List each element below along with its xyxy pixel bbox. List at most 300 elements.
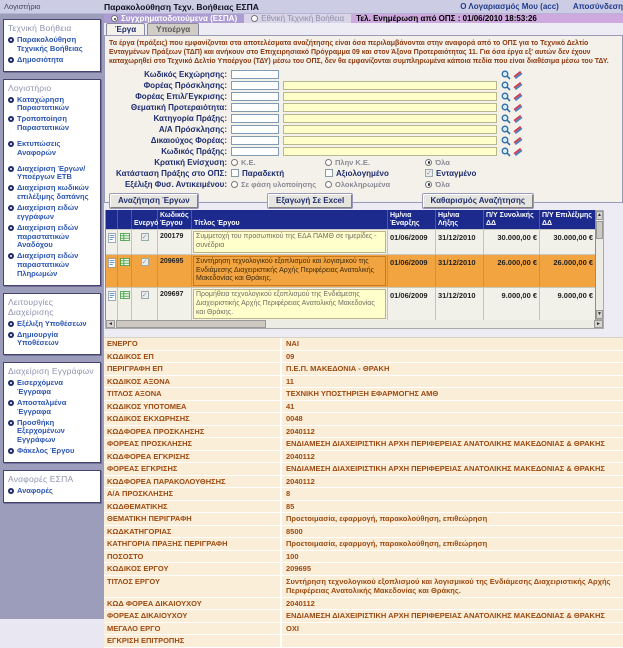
v-scroll-track xyxy=(596,240,603,310)
radio-button[interactable] xyxy=(325,159,332,166)
end-date-cell: 31/12/2010 xyxy=(436,255,484,287)
start-date-cell: 01/06/2009 xyxy=(388,255,436,287)
detail-label: ΚΩΔΙΚΟΣ ΕΠ xyxy=(104,351,282,363)
option-row xyxy=(109,158,618,167)
option xyxy=(231,169,321,178)
layout xyxy=(0,14,623,646)
search-options xyxy=(109,158,618,189)
sidebar-item[interactable] xyxy=(8,252,98,279)
bullet-icon xyxy=(8,225,14,231)
sidebar-item[interactable] xyxy=(8,96,98,114)
sidebar-item[interactable] xyxy=(8,115,98,133)
detail-value: Συντήρηση τεχνολογικού εξοπλισμού και λογισμικού της Ενδιάμεσης Διαχειριστικής Αρχής Περιφέρειας Ανατολικής Μακεδονίας και Θράκης. xyxy=(286,576,611,596)
description-input[interactable] xyxy=(283,103,497,112)
active-cell xyxy=(132,288,158,320)
detail-label: ΤΙΤΛΟΣ ΕΡΓΟΥ xyxy=(104,576,282,597)
total-budget-cell: 26.000,00 € xyxy=(484,255,540,287)
eraser-icon[interactable] xyxy=(513,70,523,80)
scroll-right-icon[interactable]: ► xyxy=(594,320,603,328)
project-title-text: Προμήθεια τεχνολογικού εξοπλισμού της Ενδιάμεσης Διαχειριστικής Αρχής Περιφέρειας Ανατολικής Μακεδονίας και Θράκης. xyxy=(193,289,386,319)
sidebar-section xyxy=(3,362,101,463)
detail-value: ΕΝΔΙΑΜΕΣΗ ΔΙΑΧΕΙΡΙΣΤΙΚΗ ΑΡΧΗ ΠΕΡΙΦΕΡΕΙΑΣ ΑΝΑΤΟΛΙΚΗΣ ΜΑΚΕΔΟΝΙΑΣ & ΘΡΑΚΗΣ xyxy=(286,611,605,621)
detail-label: ΦΟΡΕΑΣ ΔΙΚΑΙΟΥΧΟΥ xyxy=(104,610,282,622)
eraser-icon[interactable] xyxy=(513,92,523,102)
sidebar-item-label: Αποσταλμένα Έγγραφα xyxy=(17,397,67,416)
detail-row xyxy=(104,623,623,636)
table-header xyxy=(106,210,595,229)
field-label: Α/Α Πρόσκλησης: xyxy=(158,125,227,135)
option-label: Σε φάση υλοποίησης xyxy=(241,179,317,189)
detail-row xyxy=(104,413,623,426)
h-scroll-thumb[interactable] xyxy=(116,320,266,328)
field-row xyxy=(109,92,618,102)
eraser-icon[interactable] xyxy=(513,103,523,113)
details-list xyxy=(104,337,623,648)
detail-value: Προετοιμασία, εφαρμογή, παρακολούθηση, επιθεώρηση xyxy=(286,539,488,549)
detail-value: 41 xyxy=(286,401,295,411)
detail-row xyxy=(104,463,623,476)
sidebar xyxy=(0,14,104,619)
sidebar-item-label: Προσθήκη Εξερχομένων Εγγράφων xyxy=(17,417,65,445)
search-icon[interactable] xyxy=(501,92,511,102)
detail-label: Α/Α ΠΡΟΣΚΛΗΣΗΣ xyxy=(104,488,282,500)
detail-label: ΘΕΜΑΤΙΚΗ ΠΕΡΙΓΡΑΦΗ xyxy=(104,513,282,525)
detail-label: ΚΩΔΙΚΟΣ ΑΞΟΝΑ xyxy=(104,376,282,388)
option xyxy=(325,158,421,167)
eligible-budget-cell: 26.000,00 € xyxy=(540,255,596,287)
detail-value: 09 xyxy=(286,351,295,361)
search-icon[interactable] xyxy=(501,125,511,135)
sidebar-section xyxy=(3,79,101,286)
scroll-left-icon[interactable]: ◄ xyxy=(106,320,115,328)
option-label: Ολοκληρωμένα xyxy=(335,179,391,189)
eligible-budget-cell: 30.000,00 € xyxy=(540,230,596,254)
sidebar-group xyxy=(8,487,98,496)
detail-value: Προετοιμασία, εφαρμογή, παρακολούθηση, επιθεώρηση xyxy=(286,514,488,524)
column-header: Ημ/νια Λήξης xyxy=(436,210,484,229)
page-title: Παρακολούθηση Τεχν. Βοήθειας ΕΣΠΑ xyxy=(104,1,259,12)
bullet-icon xyxy=(8,400,14,406)
detail-row xyxy=(104,476,623,489)
column-header: Π/Υ Συνολικής ΔΔ xyxy=(484,210,540,229)
detail-value: 0048 xyxy=(286,414,303,424)
eligible-budget-cell: 9.000,00 € xyxy=(540,288,596,320)
end-date-cell: 31/12/2010 xyxy=(436,230,484,254)
active-checkbox[interactable] xyxy=(141,258,149,266)
project-title-cell xyxy=(192,255,388,287)
project-title-cell xyxy=(192,230,388,254)
detail-label: ΚΩΔΦΟΡΕΑ ΠΑΡΑΚΟΛΟΥΘΗΣΗΣ xyxy=(104,476,282,488)
logout-link[interactable]: Αποσύνδεση xyxy=(572,2,623,11)
detail-value: 8 xyxy=(286,489,291,499)
radio-unselected-icon xyxy=(251,15,258,22)
search-icon[interactable] xyxy=(501,136,511,146)
radio-selected-icon xyxy=(111,15,118,22)
detail-row xyxy=(104,488,623,501)
option-row-label: Κρατική Ενίσχυση: xyxy=(154,157,227,167)
top-bar xyxy=(0,0,623,14)
option-row xyxy=(109,180,618,189)
row-preview-icon[interactable] xyxy=(106,230,118,254)
option-label: Παραδεκτή xyxy=(242,168,285,178)
option xyxy=(425,158,618,167)
detail-row xyxy=(104,538,623,551)
mode-option-national[interactable] xyxy=(244,14,351,23)
detail-row xyxy=(104,351,623,364)
detail-row xyxy=(104,401,623,414)
sidebar-item-label: Αναφορές xyxy=(17,486,53,495)
sidebar-item[interactable] xyxy=(8,379,98,397)
search-fields xyxy=(109,70,618,157)
detail-value: ΟΧΙ xyxy=(286,623,299,633)
column-header xyxy=(106,210,118,229)
eraser-icon[interactable] xyxy=(513,114,523,124)
sidebar-item[interactable] xyxy=(8,399,98,417)
sidebar-item-label: Καταχώρηση Παραστατικών xyxy=(17,94,70,113)
column-header: Ημ/νια Έναρξης xyxy=(388,210,436,229)
total-budget-cell: 30.000,00 € xyxy=(484,230,540,254)
option-label: Ενταγμένο xyxy=(436,168,477,178)
v-scroll-thumb[interactable] xyxy=(596,221,603,239)
sidebar-item[interactable] xyxy=(8,419,98,446)
radio-button[interactable] xyxy=(231,181,238,188)
active-cell xyxy=(132,230,158,254)
detail-row xyxy=(104,451,623,464)
detail-value: 85 xyxy=(286,501,295,511)
bullet-icon xyxy=(8,37,14,43)
search-icon[interactable] xyxy=(501,70,511,80)
bullet-icon xyxy=(8,332,14,338)
detail-label: ΤΙΤΛΟΣ ΑΞΟΝΑ xyxy=(104,388,282,400)
detail-label: ΦΟΡΕΑΣ ΠΡΟΣΚΛΗΣΗΣ xyxy=(104,438,282,450)
table-row[interactable] xyxy=(106,229,595,254)
export-excel-button[interactable]: Εξαγωγή Σε Excel xyxy=(268,194,352,208)
detail-row xyxy=(104,376,623,389)
search-icon[interactable] xyxy=(501,114,511,124)
option xyxy=(231,180,321,189)
sidebar-item-label: Τροποποίηση Παραστατικών xyxy=(17,114,70,133)
form-buttons xyxy=(109,194,533,208)
sidebar-group xyxy=(8,320,98,349)
field-icons xyxy=(501,103,618,113)
row-details-icon[interactable] xyxy=(118,288,132,320)
sidebar-section-title: Λογιστήριο xyxy=(8,82,52,93)
tab-erga[interactable]: Έργα xyxy=(106,23,145,35)
code-input[interactable] xyxy=(231,147,279,156)
field-icons xyxy=(501,147,618,157)
bullet-icon xyxy=(8,380,14,386)
option-label: Αξιολογημένο xyxy=(336,168,389,178)
checkbox[interactable] xyxy=(231,169,239,177)
active-cell xyxy=(132,255,158,287)
detail-value: ΕΝΔΙΑΜΕΣΗ ΔΙΑΧΕΙΡΙΣΤΙΚΗ ΑΡΧΗ ΠΕΡΙΦΕΡΕΙΑΣ ΑΝΑΤΟΛΙΚΗΣ ΜΑΚΕΔΟΝΙΑΣ & ΘΡΑΚΗΣ xyxy=(286,464,605,474)
code-input[interactable] xyxy=(231,81,279,90)
detail-label: ΜΕΓΑΛΟ ΕΡΓΟ xyxy=(104,623,282,635)
sidebar-section xyxy=(3,293,101,356)
detail-label: ΦΟΡΕΑΣ ΕΓΚΡΙΣΗΣ xyxy=(104,463,282,475)
description-input[interactable] xyxy=(283,147,497,156)
field-icons xyxy=(501,81,618,91)
sidebar-group xyxy=(8,379,98,456)
detail-row xyxy=(104,426,623,439)
description-input[interactable] xyxy=(283,136,497,145)
results-table xyxy=(105,210,623,320)
detail-label: ΕΓΚΡΙΣΗ ΕΠΙΤΡΟΠΗΣ xyxy=(104,635,282,647)
code-input[interactable] xyxy=(231,103,279,112)
sidebar-group xyxy=(8,96,98,133)
sidebar-group xyxy=(8,140,98,158)
option-label: Όλα xyxy=(435,179,450,189)
detail-row xyxy=(104,438,623,451)
v-scrollbar[interactable] xyxy=(595,210,604,320)
sidebar-group xyxy=(8,36,98,65)
sidebar-item[interactable] xyxy=(8,36,98,54)
detail-value: 209695 xyxy=(286,564,312,574)
radio-button[interactable] xyxy=(425,159,432,166)
field-label: Δικαιούχος Φορέας: xyxy=(150,136,227,146)
checkbox[interactable] xyxy=(425,169,433,177)
detail-value: 8500 xyxy=(286,526,303,536)
option xyxy=(425,180,618,189)
bullet-icon xyxy=(8,57,14,63)
column-header: Τίτλος Έργου xyxy=(192,210,388,229)
description-input[interactable] xyxy=(283,81,497,90)
bullet-icon xyxy=(8,185,14,191)
detail-label: ΠΟΣΟΣΤΟ xyxy=(104,551,282,563)
description-input[interactable] xyxy=(283,114,497,123)
sidebar-item-label: Παρακολούθηση Τεχνικής Βοήθειας xyxy=(17,35,83,53)
row-details-icon[interactable] xyxy=(118,255,132,287)
row-details-icon[interactable] xyxy=(118,230,132,254)
active-checkbox[interactable] xyxy=(141,291,149,299)
detail-row xyxy=(104,635,623,648)
app-context-label: Λογιστήριο xyxy=(4,2,41,11)
project-title-text: Συμμετοχή του προσωπικού της ΕΔΑ ΠΑΜΘ σε ημερίδες - συνέδρια xyxy=(193,231,386,253)
field-icons xyxy=(501,136,618,146)
mode-bar xyxy=(104,14,623,23)
option-label: Κ.Ε. xyxy=(241,157,256,167)
detail-row xyxy=(104,338,623,351)
mode-option-label: Συγχρηματοδοτούμενα (ΕΣΠΑ) xyxy=(121,14,238,23)
search-panel xyxy=(104,35,623,203)
clear-search-button[interactable]: Καθαρισμός Αναζήτησης xyxy=(423,194,533,208)
detail-row xyxy=(104,576,623,598)
field-row xyxy=(109,70,618,80)
sidebar-item[interactable] xyxy=(8,331,98,349)
detail-label: ΚΩΔ ΦΟΡΕΑ ΔΙΚΑΙΟΥΧΟΥ xyxy=(104,598,282,610)
sidebar-item-label: Διαχείριση Έργων/Υποέργων ΕΤΒ xyxy=(17,163,86,182)
detail-value: Π.Ε.Π. ΜΑΚΕΔΟΝΙΑ - ΘΡΑΚΗ xyxy=(286,364,390,374)
code-input[interactable] xyxy=(231,92,279,101)
sidebar-item[interactable] xyxy=(8,56,98,65)
option-row-label: Εξέλιξη Φυσ. Αντικειμένου: xyxy=(124,179,227,189)
sidebar-section-title: Λειτουργίες Διαχείρισης xyxy=(8,296,54,317)
field-label: Κωδικός Εκχώρησης: xyxy=(144,70,227,80)
description-input[interactable] xyxy=(283,125,497,134)
field-label: Θεματική Προτεραιότητα: xyxy=(130,103,227,113)
sidebar-section-title: Διαχείριση Εγγράφων xyxy=(8,366,94,377)
table-body xyxy=(106,229,595,320)
sidebar-item[interactable] xyxy=(8,487,98,496)
table-row[interactable] xyxy=(106,254,595,287)
field-label: Φορέας Επιλ/Έγκρισης: xyxy=(135,92,227,102)
radio-button[interactable] xyxy=(231,159,238,166)
field-row xyxy=(109,114,618,124)
start-date-cell: 01/06/2009 xyxy=(388,230,436,254)
detail-value: 2040112 xyxy=(286,451,315,461)
eraser-icon[interactable] xyxy=(513,81,523,91)
field-label: Κατηγορία Πράξης: xyxy=(153,114,227,124)
sidebar-item-label: Φάκελος Έργου xyxy=(17,446,75,456)
code-input[interactable] xyxy=(231,136,279,145)
project-code-cell: 209695 xyxy=(158,255,192,287)
sidebar-item-label: Διαχείριση ειδών παραστατικών Αναδόχου xyxy=(17,222,79,250)
detail-value: ΕΝΔΙΑΜΕΣΗ ΔΙΑΧΕΙΡΙΣΤΙΚΗ ΑΡΧΗ ΠΕΡΙΦΕΡΕΙΑΣ ΑΝΑΤΟΛΙΚΗΣ ΜΑΚΕΔΟΝΙΑΣ & ΘΡΑΚΗΣ xyxy=(286,439,605,449)
detail-row xyxy=(104,598,623,611)
code-input[interactable] xyxy=(231,114,279,123)
detail-label: ΚΩΔΦΟΡΕΑ ΠΡΟΣΚΛΗΣΗΣ xyxy=(104,426,282,438)
option-row xyxy=(109,169,618,178)
search-projects-button[interactable]: Αναζήτηση Έργων xyxy=(110,194,198,208)
sidebar-item[interactable] xyxy=(8,204,98,222)
detail-row xyxy=(104,551,623,564)
checkbox[interactable] xyxy=(325,169,333,177)
sidebar-item-label: Δημιουργία Υποθέσεων xyxy=(17,329,59,348)
sidebar-section xyxy=(3,19,101,72)
scroll-down-icon[interactable]: ▼ xyxy=(597,311,602,318)
detail-row xyxy=(104,610,623,623)
field-label: Κωδικός Πράξης: xyxy=(161,147,227,157)
field-row xyxy=(109,147,618,157)
sidebar-item[interactable] xyxy=(8,320,98,329)
search-icon[interactable] xyxy=(501,81,511,91)
field-row xyxy=(109,136,618,146)
sidebar-section xyxy=(3,470,101,503)
detail-value xyxy=(282,635,623,647)
radio-button[interactable] xyxy=(325,181,332,188)
sidebar-item[interactable] xyxy=(8,165,98,183)
detail-value: ΝΑΙ xyxy=(286,339,299,349)
field-row xyxy=(109,81,618,91)
eraser-icon[interactable] xyxy=(513,147,523,157)
detail-value: 2040112 xyxy=(286,476,315,486)
row-preview-icon[interactable] xyxy=(106,255,118,287)
detail-label: ΕΝΕΡΓΟ xyxy=(104,338,282,350)
account-link[interactable]: Ο Λογαριασμός Μου (acc) xyxy=(460,2,559,11)
detail-label: ΚΩΔΙΚΟΣ ΕΡΓΟΥ xyxy=(104,563,282,575)
table-row[interactable] xyxy=(106,287,595,320)
bullet-icon xyxy=(8,321,14,327)
option-row-label: Κατάσταση Πράξης στο ΟΠΣ: xyxy=(116,168,227,178)
search-icon[interactable] xyxy=(501,147,511,157)
sidebar-group xyxy=(8,165,98,279)
column-header: Ενεργό xyxy=(132,210,158,229)
bullet-icon xyxy=(8,97,14,103)
bullet-icon xyxy=(8,205,14,211)
tab-ypoerga[interactable]: Υποέργα xyxy=(147,23,199,35)
bullet-icon xyxy=(8,420,14,426)
detail-value: ΤΕΧΝΙΚΗ ΥΠΟΣΤΗΡΙΞΗ ΕΦΑΡΜΟΓΗΣ ΑΜΘ xyxy=(286,389,439,399)
detail-label: ΚΩΔΦΟΡΕΑ ΕΓΚΡΙΣΗΣ xyxy=(104,451,282,463)
tab-strip xyxy=(104,23,623,35)
detail-value: 2040112 xyxy=(286,426,315,436)
code-input[interactable] xyxy=(231,125,279,134)
h-scrollbar[interactable] xyxy=(105,320,604,329)
detail-row xyxy=(104,501,623,514)
radio-button[interactable] xyxy=(425,181,432,188)
detail-row xyxy=(104,513,623,526)
detail-label: ΚΩΔΙΚΟΣ ΥΠΟΤΟΜΕΑ xyxy=(104,401,282,413)
sidebar-item-label: Δημοσιότητα xyxy=(17,54,64,64)
sidebar-item-label: Διαχείριση ειδών παραστατικών Πληρωμών xyxy=(17,251,79,278)
row-preview-icon[interactable] xyxy=(106,288,118,320)
code-input[interactable] xyxy=(231,70,279,79)
search-icon[interactable] xyxy=(501,103,511,113)
sidebar-item-label: Διαχείριση ειδών εγγράφων xyxy=(17,202,79,221)
detail-row xyxy=(104,563,623,576)
mode-option-label: Εθνική Τεχνική Βοήθεια xyxy=(261,14,345,23)
field-icons xyxy=(501,114,618,124)
sidebar-section-title: Τεχνική Βοήθεια xyxy=(8,23,72,33)
detail-value: 2040112 xyxy=(286,598,315,608)
field-icons xyxy=(501,125,618,135)
option xyxy=(231,158,321,167)
bullet-icon xyxy=(8,448,14,454)
ops-last-update: Τελ. Ενημέρωση από ΟΠΣ : 01/06/2010 18:53:26 xyxy=(351,14,623,23)
sidebar-item[interactable] xyxy=(8,184,98,202)
detail-value: 100 xyxy=(286,551,299,561)
scroll-up-icon[interactable]: ▲ xyxy=(597,212,602,218)
detail-row xyxy=(104,526,623,539)
bullet-icon xyxy=(8,253,14,259)
sidebar-item[interactable] xyxy=(8,140,98,158)
sidebar-item-label: Εκτυπώσεις Αναφορών xyxy=(17,138,61,157)
sidebar-item[interactable] xyxy=(8,224,98,251)
detail-row xyxy=(104,388,623,401)
results-notice: Τα έργα (πράξεις) που εμφανίζονται στα αποτελέσματα αναζήτησης είναι όσα περιλαμβάνονται στην αναφορά από το ΟΠΣ για το Τεχνικό Δελτίο Ενταγμένων Πράξεων (ΤΔΠ) και ανήκουν στο Επιχειρησιακό Πρόγραμμα 09 και στον Άξονα Προτεραιότητας 11. Για όσα έργα εξ' αυτών δεν έχουν καταχωρηθεί στο Τεχνικό Δελτίο Υποέργου (ΤΔΥ) μέσω του ΟΠΣ, δεν θα εμφανίζονται συμπληρωμένα κάποια πεδία που είναι διαθέσιμα μέσω του ΤΔΥ. xyxy=(109,40,609,66)
h-scroll-track xyxy=(267,320,594,328)
sidebar-item[interactable] xyxy=(8,447,98,456)
option xyxy=(425,169,618,178)
column-header xyxy=(118,210,132,229)
sidebar-section-title: Αναφορές ΕΣΠΑ xyxy=(8,474,74,484)
detail-value: 11 xyxy=(286,376,294,386)
detail-label: ΚΩΔΘΕΜΑΤΙΚΗΣ xyxy=(104,501,282,513)
option xyxy=(325,169,421,178)
top-links xyxy=(460,2,623,11)
eraser-icon[interactable] xyxy=(513,125,523,135)
project-title-cell xyxy=(192,288,388,320)
detail-label: ΚΩΔΙΚΟΣ ΕΚΧΩΡΗΣΗΣ xyxy=(104,413,282,425)
column-header: Κωδικός Έργου xyxy=(158,210,192,229)
detail-label: ΚΩΔΚΑΤΗΓΟΡΙΑΣ xyxy=(104,526,282,538)
eraser-icon[interactable] xyxy=(513,136,523,146)
project-code-cell: 209697 xyxy=(158,288,192,320)
project-code-cell: 200179 xyxy=(158,230,192,254)
mode-option-espa[interactable] xyxy=(104,14,244,23)
description-input[interactable] xyxy=(283,92,497,101)
detail-label: ΚΑΤΗΓΟΡΙΑ ΠΡΑΞΗΣ ΠΕΡΙΓΡΑΦΗ xyxy=(104,538,282,550)
main-area xyxy=(104,14,623,646)
detail-row xyxy=(104,363,623,376)
project-title-text: Συντήρηση τεχνολογικού εξοπλισμού και λογισμικού της Ενδιάμεσης Διαχειριστικής Αρχής Περιφέρειας Ανατολικής Μακεδονίας και Θράκης. xyxy=(193,256,386,286)
total-budget-cell: 9.000,00 € xyxy=(484,288,540,320)
detail-label: ΠΕΡΙΓΡΑΦΗ ΕΠ xyxy=(104,363,282,375)
column-header: Π/Υ Επιλέξιμης ΔΔ xyxy=(540,210,596,229)
active-checkbox[interactable] xyxy=(141,233,149,241)
end-date-cell: 31/12/2010 xyxy=(436,288,484,320)
field-icons xyxy=(501,70,618,80)
